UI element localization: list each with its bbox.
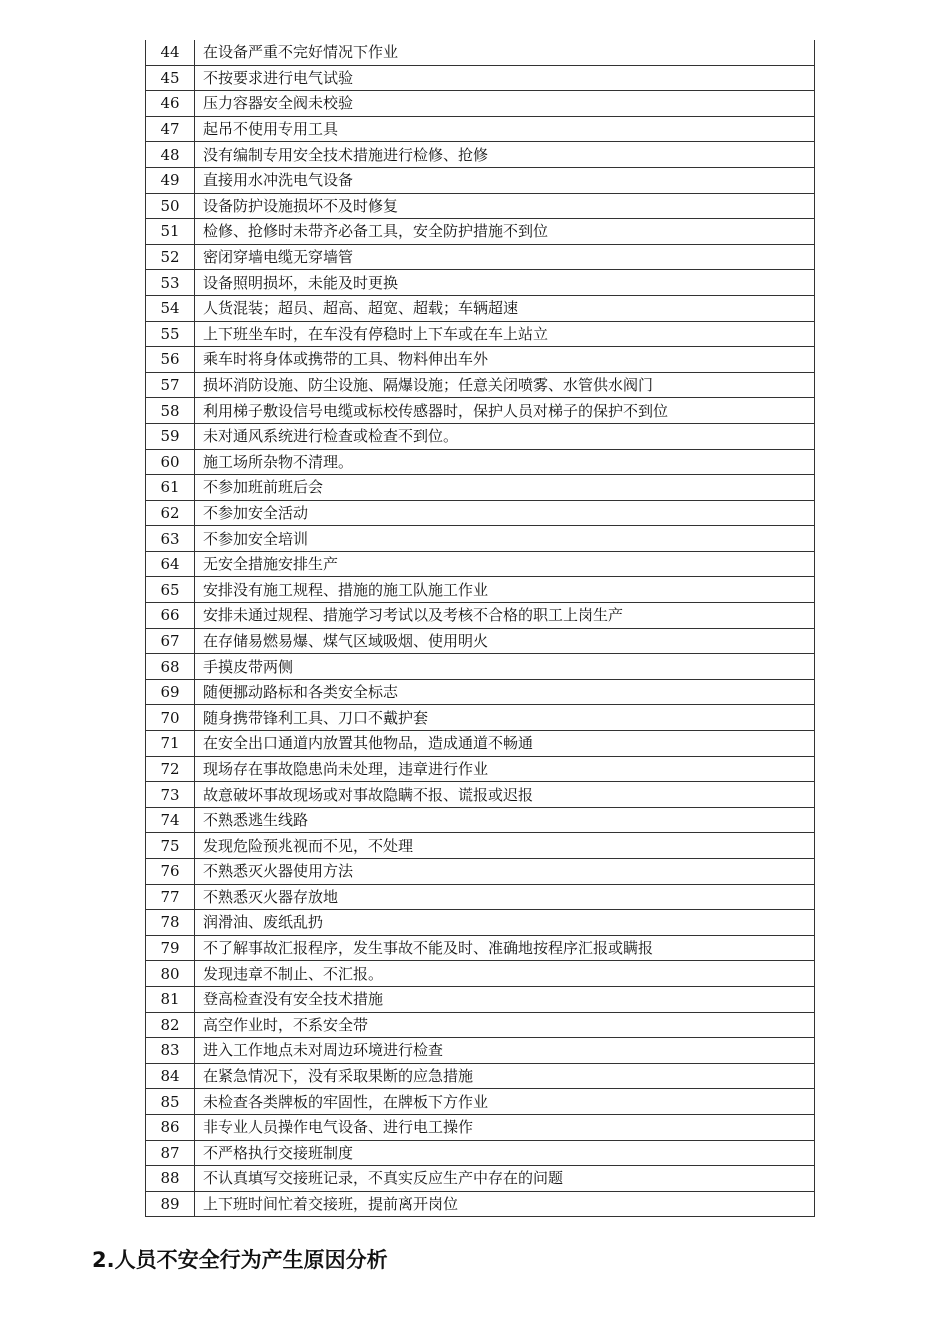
- table-row: [146, 142, 815, 168]
- table-row: [146, 679, 815, 705]
- row-number: 46: [146, 91, 195, 117]
- row-number: 44: [146, 40, 195, 65]
- table-row: [146, 782, 815, 808]
- row-description: 不熟悉灭火器存放地: [195, 884, 815, 910]
- row-number: 69: [146, 679, 195, 705]
- table-row: [146, 372, 815, 398]
- table-body: [146, 40, 815, 1217]
- row-number: 79: [146, 935, 195, 961]
- row-number: 48: [146, 142, 195, 168]
- row-number: 57: [146, 372, 195, 398]
- row-number: 45: [146, 65, 195, 91]
- row-description: 人货混装；超员、超高、超宽、超载；车辆超速: [195, 295, 815, 321]
- row-description: 不了解事故汇报程序，发生事故不能及时、准确地按程序汇报或瞒报: [195, 935, 815, 961]
- table-row: [146, 1038, 815, 1064]
- row-description: 不按要求进行电气试验: [195, 65, 815, 91]
- table-row: [146, 526, 815, 552]
- row-description: 上下班坐车时，在车没有停稳时上下车或在车上站立: [195, 321, 815, 347]
- row-number: 61: [146, 475, 195, 501]
- row-description: 检修、抢修时未带齐必备工具，安全防护措施不到位: [195, 219, 815, 245]
- row-description: 润滑油、废纸乱扔: [195, 910, 815, 936]
- row-number: 66: [146, 603, 195, 629]
- row-description: 随便挪动路标和各类安全标志: [195, 679, 815, 705]
- row-description: 设备防护设施损坏不及时修复: [195, 193, 815, 219]
- table-row: [146, 935, 815, 961]
- row-description: 高空作业时，不系安全带: [195, 1012, 815, 1038]
- row-description: 不熟悉灭火器使用方法: [195, 859, 815, 885]
- row-description: 安排未通过规程、措施学习考试以及考核不合格的职工上岗生产: [195, 603, 815, 629]
- table-row: [146, 705, 815, 731]
- table-row: [146, 1166, 815, 1192]
- unsafe-behavior-table: [145, 40, 815, 1217]
- row-number: 84: [146, 1063, 195, 1089]
- row-number: 62: [146, 500, 195, 526]
- row-description: 不熟悉逃生线路: [195, 807, 815, 833]
- row-description: 乘车时将身体或携带的工具、物料伸出车外: [195, 347, 815, 373]
- table-row: [146, 833, 815, 859]
- row-number: 71: [146, 731, 195, 757]
- row-number: 51: [146, 219, 195, 245]
- row-description: 直接用水冲洗电气设备: [195, 167, 815, 193]
- row-description: 未检查各类牌板的牢固性，在牌板下方作业: [195, 1089, 815, 1115]
- row-number: 76: [146, 859, 195, 885]
- table-row: [146, 577, 815, 603]
- row-description: 不认真填写交接班记录，不真实反应生产中存在的问题: [195, 1166, 815, 1192]
- table-row: [146, 628, 815, 654]
- table-row: [146, 244, 815, 270]
- row-description: 不参加安全培训: [195, 526, 815, 552]
- table-row: [146, 167, 815, 193]
- table-row: [146, 347, 815, 373]
- row-number: 75: [146, 833, 195, 859]
- table-row: [146, 551, 815, 577]
- row-number: 63: [146, 526, 195, 552]
- row-number: 64: [146, 551, 195, 577]
- row-number: 70: [146, 705, 195, 731]
- row-number: 89: [146, 1191, 195, 1217]
- row-number: 58: [146, 398, 195, 424]
- row-number: 55: [146, 321, 195, 347]
- row-number: 50: [146, 193, 195, 219]
- row-description: 上下班时间忙着交接班，提前离开岗位: [195, 1191, 815, 1217]
- row-description: 手摸皮带两侧: [195, 654, 815, 680]
- section-heading: 2.人员不安全行为产生原因分析: [92, 1248, 388, 1272]
- row-description: 故意破坏事故现场或对事故隐瞒不报、谎报或迟报: [195, 782, 815, 808]
- table-row: [146, 986, 815, 1012]
- table-row: [146, 475, 815, 501]
- row-number: 59: [146, 423, 195, 449]
- table-row: [146, 91, 815, 117]
- row-description: 起吊不使用专用工具: [195, 116, 815, 142]
- table-row: [146, 65, 815, 91]
- row-number: 49: [146, 167, 195, 193]
- table-row: [146, 859, 815, 885]
- table-row: [146, 1089, 815, 1115]
- row-number: 77: [146, 884, 195, 910]
- row-number: 60: [146, 449, 195, 475]
- row-description: 在安全出口通道内放置其他物品，造成通道不畅通: [195, 731, 815, 757]
- row-number: 67: [146, 628, 195, 654]
- row-description: 无安全措施安排生产: [195, 551, 815, 577]
- table-row: [146, 654, 815, 680]
- table-row: [146, 756, 815, 782]
- row-number: 54: [146, 295, 195, 321]
- table-row: [146, 1063, 815, 1089]
- row-description: 密闭穿墙电缆无穿墙管: [195, 244, 815, 270]
- row-description: 未对通风系统进行检查或检查不到位。: [195, 423, 815, 449]
- row-number: 72: [146, 756, 195, 782]
- table-row: [146, 398, 815, 424]
- table-row: [146, 1012, 815, 1038]
- row-number: 68: [146, 654, 195, 680]
- row-description: 压力容器安全阀未校验: [195, 91, 815, 117]
- row-description: 损坏消防设施、防尘设施、隔爆设施；任意关闭喷雾、水管供水阀门: [195, 372, 815, 398]
- row-description: 不参加班前班后会: [195, 475, 815, 501]
- row-number: 47: [146, 116, 195, 142]
- row-description: 不严格执行交接班制度: [195, 1140, 815, 1166]
- table-row: [146, 116, 815, 142]
- table-row: [146, 731, 815, 757]
- table-row: [146, 1140, 815, 1166]
- table-row: [146, 219, 815, 245]
- table-row: [146, 193, 815, 219]
- row-description: 登高检查没有安全技术措施: [195, 986, 815, 1012]
- table-row: [146, 884, 815, 910]
- row-number: 81: [146, 986, 195, 1012]
- row-description: 现场存在事故隐患尚未处理，违章进行作业: [195, 756, 815, 782]
- row-number: 78: [146, 910, 195, 936]
- row-number: 85: [146, 1089, 195, 1115]
- row-number: 80: [146, 961, 195, 987]
- row-number: 88: [146, 1166, 195, 1192]
- row-number: 73: [146, 782, 195, 808]
- row-description: 利用梯子敷设信号电缆或标校传感器时，保护人员对梯子的保护不到位: [195, 398, 815, 424]
- row-number: 56: [146, 347, 195, 373]
- table-row: [146, 449, 815, 475]
- row-description: 发现违章不制止、不汇报。: [195, 961, 815, 987]
- row-description: 在紧急情况下，没有采取果断的应急措施: [195, 1063, 815, 1089]
- row-description: 施工场所杂物不清理。: [195, 449, 815, 475]
- table-row: [146, 807, 815, 833]
- row-description: 没有编制专用安全技术措施进行检修、抢修: [195, 142, 815, 168]
- table-row: [146, 500, 815, 526]
- row-description: 在设备严重不完好情况下作业: [195, 40, 815, 65]
- row-description: 进入工作地点未对周边环境进行检查: [195, 1038, 815, 1064]
- table-row: [146, 1114, 815, 1140]
- row-description: 非专业人员操作电气设备、进行电工操作: [195, 1114, 815, 1140]
- row-description: 在存储易燃易爆、煤气区域吸烟、使用明火: [195, 628, 815, 654]
- table-row: [146, 910, 815, 936]
- row-description: 随身携带锋利工具、刀口不戴护套: [195, 705, 815, 731]
- row-description: 设备照明损坏，未能及时更换: [195, 270, 815, 296]
- table-row: [146, 270, 815, 296]
- table-row: [146, 321, 815, 347]
- table-row: [146, 1191, 815, 1217]
- row-number: 87: [146, 1140, 195, 1166]
- row-number: 82: [146, 1012, 195, 1038]
- row-description: 安排没有施工规程、措施的施工队施工作业: [195, 577, 815, 603]
- table-row: [146, 423, 815, 449]
- table-row: [146, 295, 815, 321]
- row-number: 53: [146, 270, 195, 296]
- row-description: 不参加安全活动: [195, 500, 815, 526]
- table-row: [146, 961, 815, 987]
- row-number: 83: [146, 1038, 195, 1064]
- row-number: 52: [146, 244, 195, 270]
- table-row: [146, 40, 815, 65]
- row-number: 65: [146, 577, 195, 603]
- row-number: 74: [146, 807, 195, 833]
- table-row: [146, 603, 815, 629]
- row-number: 86: [146, 1114, 195, 1140]
- row-description: 发现危险预兆视而不见，不处理: [195, 833, 815, 859]
